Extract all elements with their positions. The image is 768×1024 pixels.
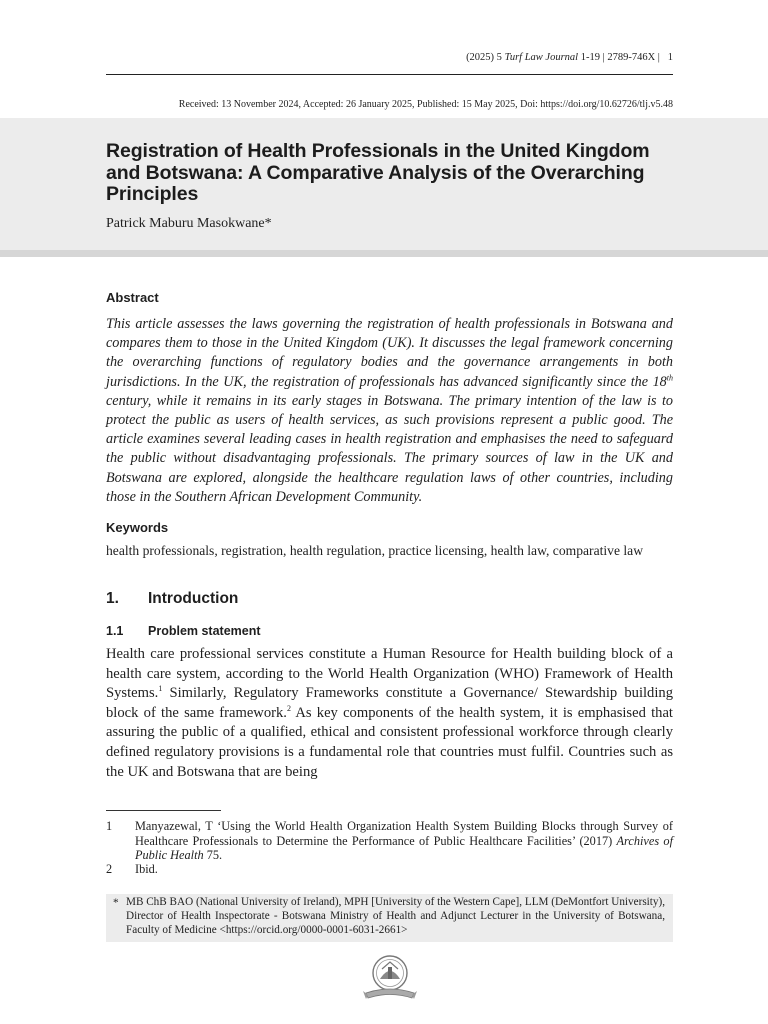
affiliation-marker: * (113, 897, 119, 909)
footnote-2 (106, 862, 673, 877)
publication-dates: Received: 13 November 2024, Accepted: 26 January 2025, Published: 15 May 2025, Doi: https://doi.org/10.62726/tlj.v5.48 (178, 99, 673, 110)
section-number: 1. (106, 590, 119, 607)
publisher-logo-icon (360, 953, 420, 1001)
footnote-1-text: Manyazewal, T ‘Using the World Health Organization Health System Building Blocks through Survey of Healthcare Professionals to Determine the Performance of Public Healthcare Facilities’ (2017) (135, 819, 673, 848)
footnote-1-journal: Archives of Public Health (135, 833, 673, 863)
subsection-number: 1.1 (106, 624, 124, 638)
abstract-text-part2: century, while it remains in its early stages in Botswana. The primary intention of the law is to protect the public as users of health services, as such provisions represent a public good. The article examines several leading cases in health registration and emphasises the need to safeguard the public without disadvantaging professionals. The primary sources of law in the UK and Botswana are explored, alongside the healthcare regulation laws of other countries, including those in the Southern African Development Community. (106, 392, 673, 505)
footnote-rule (106, 810, 221, 811)
body-paragraph (106, 645, 673, 782)
header-rule (106, 74, 673, 75)
author-affiliation-box (106, 894, 673, 942)
footnote-ref-1[interactable]: 1 (158, 684, 163, 694)
footnote-2-text: Ibid. (135, 862, 158, 876)
author-name: Patrick Maburu Masokwane* (106, 216, 272, 231)
section-heading-introduction (106, 590, 238, 608)
article-title: Registration of Health Professionals in the United Kingdom and Botswana: A Comparative Analysis of the Overarching Principles (106, 140, 650, 205)
affiliation-text: MB ChB BAO (National University of Ireland), MPH [University of the Western Cape], LLM (DeMontfort University), Director of Health Inspectorate - Botswana Ministry of Health and Adjunct Lecturer in the University of Botswana, Faculty of Medicine <https://orcid.org/0000-0001-6031-2661> (126, 896, 665, 936)
abstract-text (106, 315, 673, 507)
keywords-text: health professionals, registration, health regulation, practice licensing, health law, comparative law (106, 543, 644, 558)
footnote-2-number: 2 (106, 862, 113, 876)
journal-name: Turf Law Journal (504, 52, 579, 63)
abstract-text-part1: This article assesses the laws governing the registration of health professionals in Botswana and compares them to those in the United Kingdom (UK). It discusses the legal framework concerning the overarching functions of regulatory bodies and the governance arrangements in both jurisdictions. In the UK, the registration of professionals has advanced significantly since the 18 (106, 316, 673, 390)
subsection-heading (106, 624, 261, 638)
footnote-1 (106, 819, 673, 863)
page-number: 1 (667, 52, 673, 63)
subsection-title: Problem statement (148, 624, 261, 638)
keywords-heading: Keywords (106, 520, 169, 535)
section-title: Introduction (148, 590, 239, 607)
running-header (106, 52, 673, 63)
abstract-heading: Abstract (106, 290, 159, 305)
body-part2: Similarly, Regulatory Frameworks constitute a Governance/ Stewardship building block of the same framework. (106, 685, 673, 721)
footnote-1-number: 1 (106, 819, 113, 833)
abstract-superscript: th (666, 372, 673, 382)
footnote-1-suffix: 75. (203, 848, 223, 863)
citation-suffix: 1-19 | 2789-746X | (578, 52, 660, 63)
publisher-logo (360, 953, 420, 1001)
title-band-rule (0, 250, 768, 257)
body-part1: Health care professional services constitute a Human Resource for Health building block of a health care system, according to the World Health Organization (WHO) Framework of Health Systems. (106, 646, 673, 702)
footnote-ref-2[interactable]: 2 (286, 703, 291, 713)
citation-prefix: (2025) 5 (466, 52, 505, 63)
body-part3: As key components of the health system, it is emphasised that assuring the public of a qualified, ethical and consistent professional workforce through clearly defined regulatory provisions is a fundamental role that countries must fulfil. Countries such as the UK and Botswana that are being (106, 704, 673, 780)
